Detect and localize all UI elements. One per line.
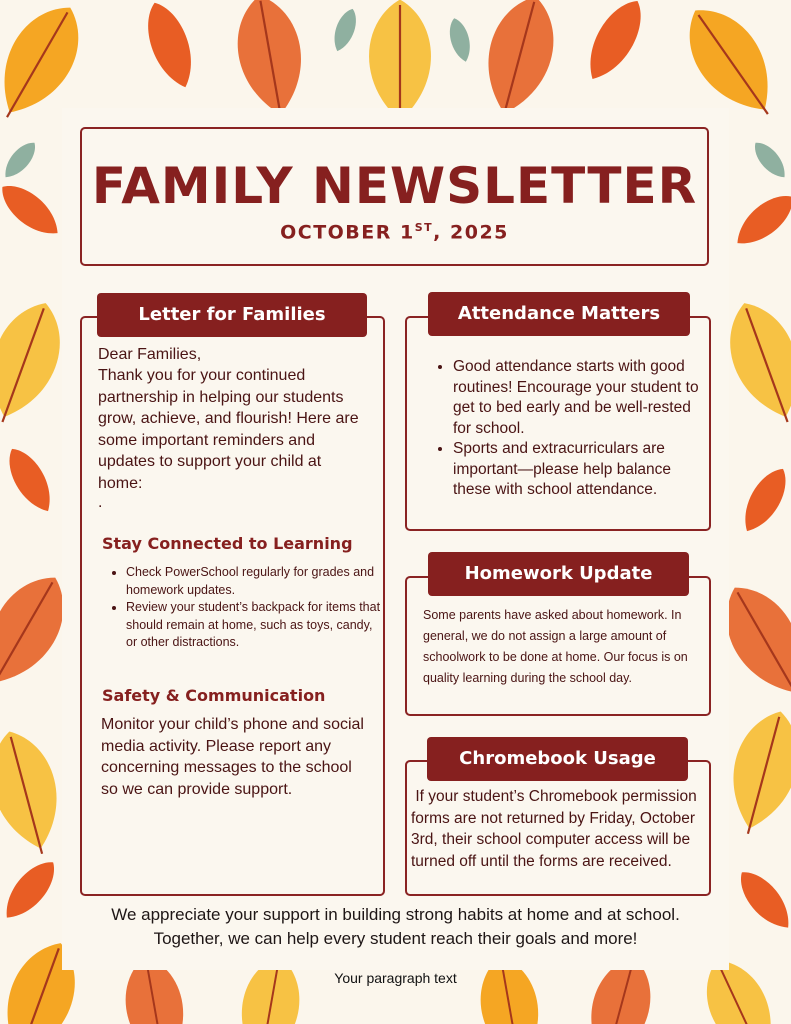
safety-body: Monitor your child’s phone and social media activity. Please report any concerning messages to the school so we can provide support. — [101, 716, 364, 798]
newsletter-title: FAMILY NEWSLETTER — [91, 157, 698, 215]
learning-heading: Stay Connected to Learning — [102, 534, 353, 553]
date-superscript: ST — [414, 221, 434, 234]
date-prefix: OCTOBER 1 — [280, 221, 415, 244]
homework-body: Some parents have asked about homework. In general, we do not assign a large amount of schoolwork to be done at home. Our focus is on quality learning during the school day. — [423, 608, 688, 685]
list-item: • Check PowerSchool regularly for grades and homework updates. — [126, 564, 384, 599]
learning-list — [108, 564, 384, 652]
homework-tab: Homework Update — [428, 552, 689, 596]
footer-line-1: We appreciate your support in building strong habits at home and at school. — [111, 905, 680, 924]
list-item: • Review your student’s backpack for items that should remain at home, such as toys, candy, or other distractions. — [126, 599, 384, 652]
newsletter-date — [82, 221, 707, 243]
letter-tab: Letter for Families — [97, 293, 367, 337]
list-item: • Sports and extracurriculars are important—please help balance these with school attendance. — [453, 439, 711, 501]
title-box — [80, 127, 709, 266]
paragraph-placeholder[interactable]: Your paragraph text — [334, 970, 457, 986]
chromebook-tab: Chromebook Usage — [427, 737, 688, 781]
safety-heading: Safety & Communication — [102, 686, 326, 705]
date-suffix: , 2025 — [433, 221, 509, 244]
footer-message — [62, 903, 729, 951]
letter-dot: . — [98, 494, 103, 511]
list-item: • Good attendance starts with good routines! Encourage your student to get to bed early and be well-rested for school. — [453, 357, 711, 439]
attendance-tab: Attendance Matters — [428, 292, 690, 336]
letter-body: Thank you for your continued partnership in helping our students grow, achieve, and flourish! Here are some important reminders and updates to support your child at home: — [98, 367, 359, 492]
footer-line-2: Together, we can help every student reach their goals and more! — [153, 929, 638, 948]
letter-greeting: Dear Families, — [98, 346, 202, 363]
chromebook-body: If your student’s Chromebook permission forms are not returned by Friday, October 3rd, their school computer access will be turned off until the forms are received. — [411, 788, 702, 870]
attendance-list — [435, 357, 711, 501]
